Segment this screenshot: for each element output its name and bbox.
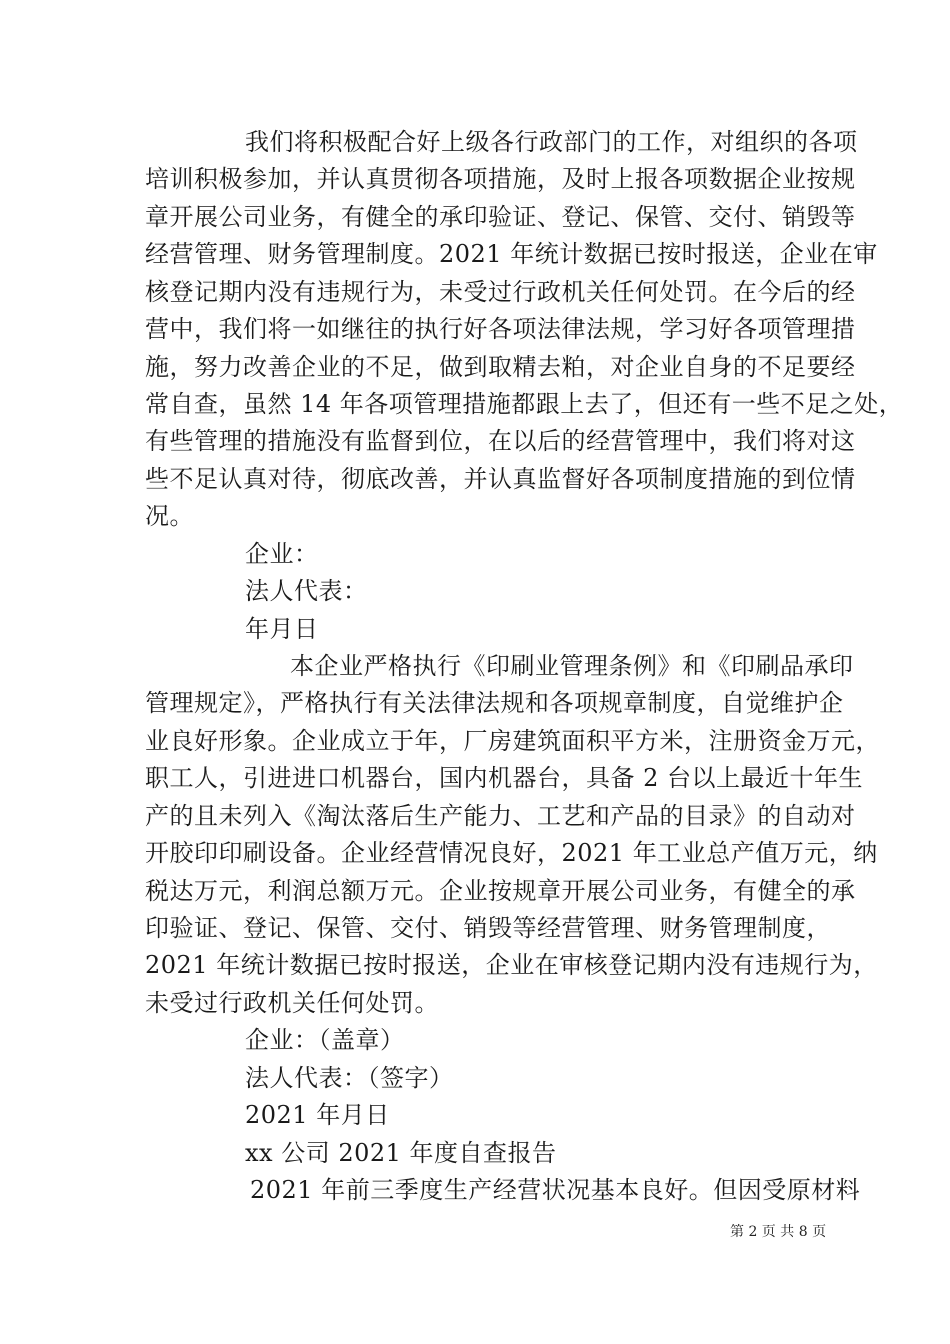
paragraph1-line: 我们将积极配合好上级各行政部门的工作，对组织的各项	[245, 128, 858, 156]
signature1-date: 年月日	[245, 614, 319, 643]
paragraph2-line: 产的且未列入《淘汰落后生产能力、工艺和产品的目录》的自动对	[145, 801, 856, 830]
signature1-legal-rep: 法人代表：	[245, 577, 368, 606]
signature2-date: 2021 年月日	[245, 1101, 390, 1130]
paragraph1-line: 经营管理、财务管理制度。2021 年统计数据已按时报送，企业在审	[145, 240, 878, 269]
paragraph1-line: 施，努力改善企业的不足，做到取精去粕，对企业自身的不足要经	[145, 352, 856, 381]
paragraph2-line: 管理规定》，严格执行有关法律法规和各项规章制度，自觉维护企	[145, 689, 844, 718]
paragraph1-line: 常自查，虽然 14 年各项管理措施都跟上去了，但还有一些不足之处，	[145, 390, 904, 418]
paragraph2-line: 业良好形象。企业成立于年，厂房建筑面积平方米，注册资金万元，	[145, 726, 880, 755]
paragraph1-line: 营中，我们将一如继往的执行好各项法律法规，学习好各项管理措	[145, 315, 856, 344]
paragraph1-line: 培训积极参加，并认真贯彻各项措施，及时上报各项数据企业按规	[145, 165, 856, 194]
paragraph1-line: 况。	[145, 502, 194, 531]
paragraph1-line: 有些管理的措施没有监督到位，在以后的经营管理中，我们将对这	[145, 427, 856, 456]
report-title: xx 公司 2021 年度自查报告	[245, 1138, 557, 1167]
paragraph3-line: 2021 年前三季度生产经营状况基本良好。但因受原材料	[250, 1176, 861, 1204]
paragraph2-line: 未受过行政机关任何处罚。	[145, 988, 439, 1017]
paragraph2-line: 职工人，引进进口机器台，国内机器台，具备 2 台以上最近十年生	[145, 764, 864, 793]
signature2-legal-rep: 法人代表：（签字）	[245, 1063, 454, 1092]
paragraph1-line: 些不足认真对待，彻底改善，并认真监督好各项制度措施的到位情	[145, 464, 856, 493]
paragraph2-line: 开胶印印刷设备。企业经营情况良好，2021 年工业总产值万元，纳	[145, 839, 878, 868]
signature1-company: 企业：	[245, 539, 319, 568]
page-footer: 第 2 页 共 8 页	[730, 1224, 827, 1240]
paragraph1-line: 章开展公司业务，有健全的承印验证、登记、保管、交付、销毁等	[145, 202, 856, 231]
paragraph2-line: 印验证、登记、保管、交付、销毁等经营管理、财务管理制度，	[145, 914, 831, 942]
paragraph2-line: 2021 年统计数据已按时报送，企业在审核登记期内没有违规行为，	[145, 951, 878, 980]
paragraph1-line: 核登记期内没有违规行为，未受过行政机关任何处罚。在今后的经	[145, 277, 856, 306]
paragraph2-line: 本企业严格执行《印刷业管理条例》和《印刷品承印	[290, 652, 854, 680]
paragraph2-line: 税达万元，利润总额万元。企业按规章开展公司业务，有健全的承	[145, 876, 856, 905]
signature2-company: 企业：（盖章）	[245, 1026, 405, 1055]
